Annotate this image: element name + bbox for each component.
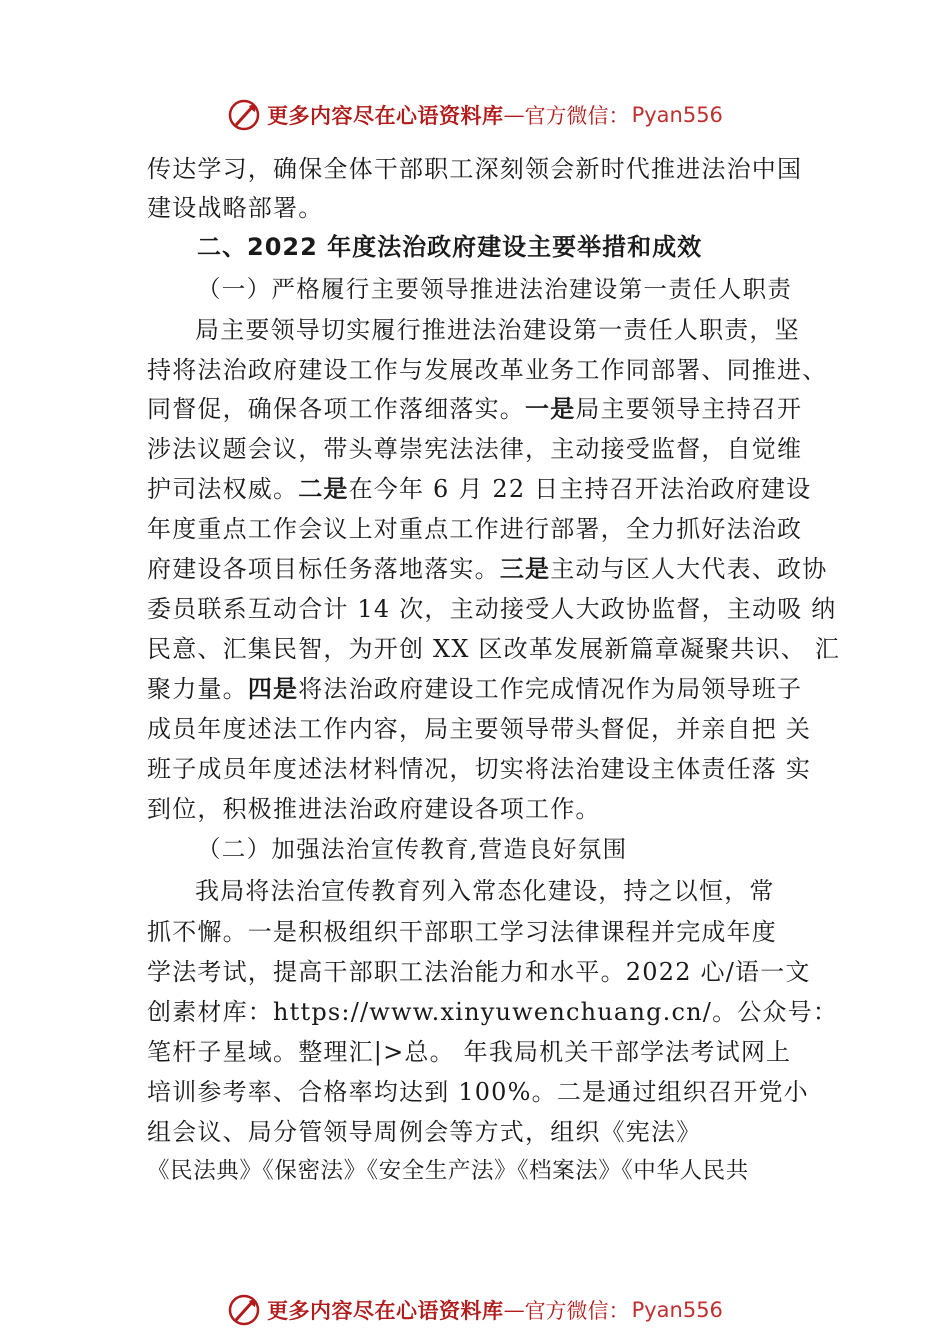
body-line: 护司法权威。二是在今年 6 月 22 日主持召开法治政府建设 <box>147 475 812 503</box>
subsection-heading: （一）严格履行主要领导推进法治建设第一责任人职责 <box>197 275 793 303</box>
body-line: 学法考试，提高干部职工法治能力和水平。2022 心/语一文 <box>147 958 811 986</box>
body-line: 局主要领导切实履行推进法治建设第一责任人职责，坚 <box>195 316 800 344</box>
body-line: 抓不懈。一是积极组织干部职工学习法律课程并完成年度 <box>147 918 777 946</box>
banner-label: 官方微信： <box>524 104 630 128</box>
body-line: 年度重点工作会议上对重点工作进行部署，全力抓好法治政 <box>147 515 803 543</box>
body-line: 到位，积极推进法治政府建设各项工作。 <box>147 795 601 823</box>
body-line: 班子成员年度述法材料情况，切实将法治建设主体责任落 实 <box>147 755 812 783</box>
body-line: 委员联系互动合计 14 次，主动接受人大政协监督，主动吸 纳 <box>147 595 837 623</box>
banner-account: Pyan556 <box>631 103 723 127</box>
banner-brand-text: 更多内容尽在心语资料库 <box>267 1298 504 1323</box>
banner-dash: — <box>503 1298 525 1322</box>
emphasis-marker: 四是 <box>247 675 299 703</box>
banner-account: Pyan556 <box>631 1298 723 1322</box>
emphasis-marker: 一是 <box>525 395 576 423</box>
body-line: 传达学习，确保全体干部职工深刻领会新时代推进法治中国 <box>147 155 803 183</box>
body-line: 建设战略部署。 <box>147 194 324 222</box>
quill-logo-icon <box>227 98 261 132</box>
banner-brand-text: 更多内容尽在心语资料库 <box>267 103 504 128</box>
body-line: 《民法典》《保密法》《安全生产法》《档案法》《中华人民共 <box>147 1158 749 1184</box>
footer-watermark-banner <box>0 1290 950 1330</box>
body-line: 笔杆子星域。整理汇|>总。 年我局机关干部学法考试网上 <box>147 1038 792 1066</box>
body-line: 组会议、局分管领导周例会等方式，组织《宪法》 <box>147 1118 702 1146</box>
body-line: 我局将法治宣传教育列入常态化建设，持之以恒，常 <box>195 877 775 905</box>
banner-dash: — <box>503 103 525 127</box>
body-line: 民意、汇集民智，为开创 XX 区改革发展新篇章凝聚共识、 汇 <box>147 635 841 663</box>
section-heading: 二、2022 年度法治政府建设主要举措和成效 <box>197 233 703 261</box>
header-watermark-banner <box>0 95 950 135</box>
body-line: 同督促，确保各项工作落细落实。一是局主要领导主持召开 <box>147 395 803 423</box>
banner-label: 官方微信： <box>524 1299 630 1323</box>
subsection-heading: （二）加强法治宣传教育,营造良好氛围 <box>197 835 628 863</box>
body-line: 聚力量。四是将法治政府建设工作完成情况作为局领导班子 <box>147 675 803 703</box>
body-line: 涉法议题会议，带头尊崇宪法法律，主动接受监督，自觉维 <box>147 435 803 463</box>
body-line: 培训参考率、合格率均达到 100%。二是通过组织召开党小 <box>147 1078 809 1106</box>
body-line: 创素材库：https://www.xinyuwenchuang.cn/。公众号： <box>147 998 839 1026</box>
emphasis-marker: 三是 <box>499 555 551 583</box>
body-line: 持将法治政府建设工作与发展改革业务工作同部署、同推进、 <box>147 356 828 384</box>
body-line: 成员年度述法工作内容，局主要领导带头督促，并亲自把 关 <box>147 715 812 743</box>
body-line: 府建设各项目标任务落地落实。三是主动与区人大代表、政协 <box>147 555 828 583</box>
emphasis-marker: 二是 <box>298 475 349 503</box>
quill-logo-icon <box>227 1293 261 1327</box>
